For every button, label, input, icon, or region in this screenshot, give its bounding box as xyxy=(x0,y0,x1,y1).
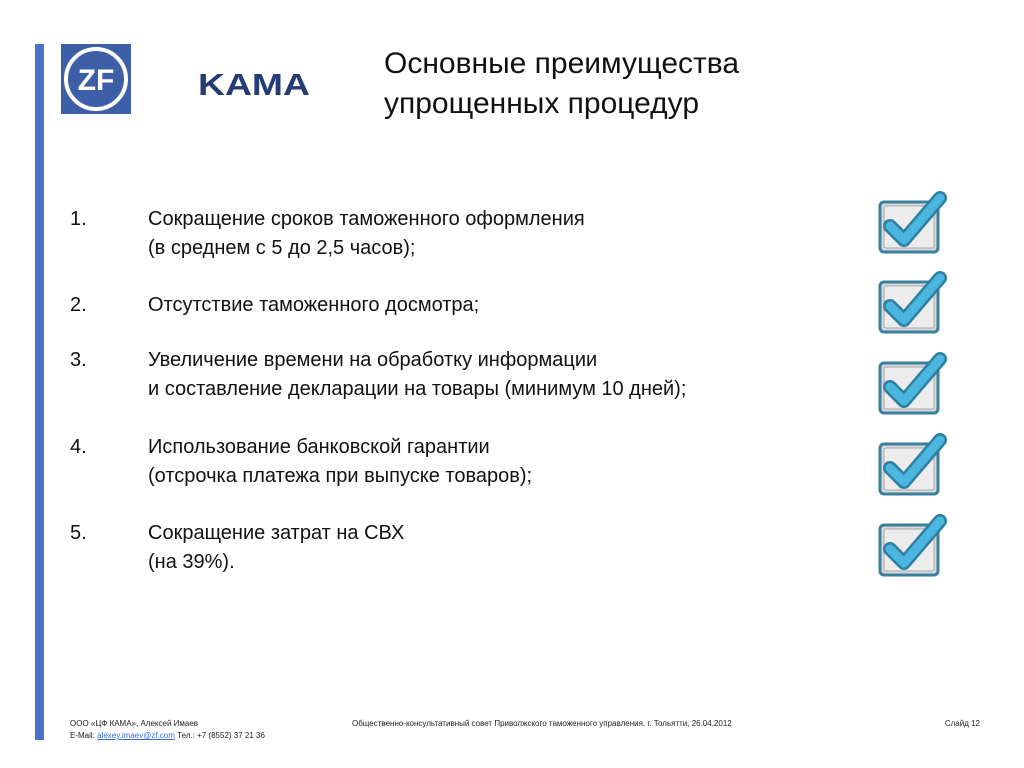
kama-logo-text: KAMA xyxy=(198,67,310,100)
item-line-1: Сокращение затрат на СВХ xyxy=(148,522,405,544)
footer-contact-line xyxy=(70,730,370,742)
title-line-1: Основные преимущества xyxy=(384,47,740,80)
item-number: 3. xyxy=(70,349,87,371)
item-line-1: Увеличение времени на обработку информации xyxy=(148,349,598,371)
item-line-2: (в среднем с 5 до 2,5 часов); xyxy=(148,237,416,259)
accent-bar xyxy=(35,44,44,740)
title-line-2: упрощенных процедур xyxy=(384,87,700,120)
email-label: E-Mail: xyxy=(70,731,98,740)
checkbox-checked-icon xyxy=(876,351,948,417)
footer-event: Общественно-консультативный совет Приволжского таможенного управления. г. Тольятти, 26.04.2012 xyxy=(352,719,732,728)
item-line-2: (на 39%). xyxy=(148,551,235,573)
item-line-1: Сокращение сроков таможенного оформления xyxy=(148,208,585,230)
checkbox-checked-icon xyxy=(876,513,948,579)
email-link[interactable]: alexey.imaev@zf.com xyxy=(97,731,175,740)
kama-logo xyxy=(198,66,312,100)
zf-logo-text: ZF xyxy=(77,64,115,97)
item-number: 2. xyxy=(70,294,87,316)
item-line-2: и составление декларации на товары (минимум 10 дней); xyxy=(148,378,687,400)
item-line-2: (отсрочка платежа при выпуске товаров); xyxy=(148,465,533,487)
item-number: 1. xyxy=(70,208,87,230)
footer-company: ООО «ЦФ КАМА», Алексей Имаев xyxy=(70,719,199,728)
page-title xyxy=(384,44,944,124)
item-number: 5. xyxy=(70,522,87,544)
zf-logo xyxy=(61,44,131,114)
slide-number: Слайд 12 xyxy=(944,719,980,728)
checkbox-checked-icon xyxy=(876,270,948,336)
checkbox-checked-icon xyxy=(876,432,948,498)
checkbox-checked-icon xyxy=(876,190,948,256)
item-number: 4. xyxy=(70,436,87,458)
item-line-1: Использование банковской гарантии xyxy=(148,436,490,458)
footer-contact xyxy=(70,718,370,742)
item-line-1: Отсутствие таможенного досмотра; xyxy=(148,294,480,316)
phone-text: Тел.: +7 (8552) 37 21 36 xyxy=(174,731,265,740)
